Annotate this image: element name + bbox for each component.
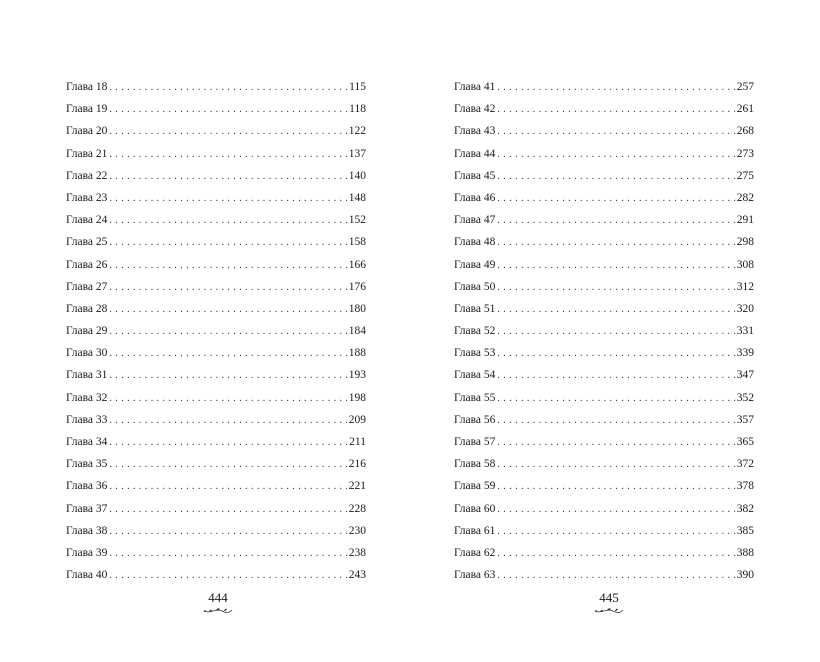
chapter-page-number: 238	[348, 546, 366, 559]
chapter-page-number: 118	[349, 103, 366, 116]
chapter-label: Глава 40	[66, 569, 108, 582]
chapter-page-number: 378	[736, 480, 754, 493]
floral-vine-icon	[202, 606, 234, 615]
dot-leader	[497, 232, 734, 254]
chapter-page-number: 347	[736, 369, 754, 382]
dot-leader	[497, 188, 734, 210]
toc-entry	[66, 364, 366, 386]
dot-leader	[109, 410, 346, 432]
chapter-page-number: 228	[348, 502, 366, 515]
page-number-footer	[188, 590, 248, 615]
chapter-label: Глава 53	[454, 347, 496, 360]
right-page	[410, 0, 820, 662]
chapter-label: Глава 49	[454, 258, 496, 271]
toc-entry	[454, 453, 754, 475]
toc-entry	[454, 342, 754, 364]
chapter-page-number: 148	[348, 191, 366, 204]
chapter-page-number: 166	[348, 258, 366, 271]
dot-leader	[109, 543, 346, 565]
chapter-label: Глава 48	[454, 236, 496, 249]
dot-leader	[109, 99, 347, 121]
dot-leader	[497, 476, 734, 498]
chapter-page-number: 388	[736, 546, 754, 559]
chapter-label: Глава 25	[66, 236, 108, 249]
dot-leader	[109, 166, 346, 188]
chapter-label: Глава 23	[66, 191, 108, 204]
chapter-label: Глава 18	[66, 81, 108, 93]
dot-leader	[497, 321, 734, 343]
toc-entry	[66, 98, 366, 120]
chapter-page-number: 216	[348, 458, 366, 471]
dot-leader	[109, 388, 346, 410]
chapter-page-number: 339	[736, 347, 754, 360]
chapter-page-number: 198	[348, 391, 366, 404]
dot-leader	[497, 299, 734, 321]
dot-leader	[497, 454, 734, 476]
chapter-page-number: 158	[348, 236, 366, 249]
toc-entry	[454, 564, 754, 586]
chapter-label: Глава 41	[454, 81, 496, 93]
dot-leader	[109, 77, 347, 99]
chapter-label: Глава 27	[66, 280, 108, 293]
chapter-label: Глава 34	[66, 436, 108, 448]
dot-leader	[497, 121, 734, 143]
toc-entry	[454, 209, 754, 231]
chapter-page-number: 115	[349, 81, 366, 93]
toc-entry	[66, 187, 366, 209]
toc-entry	[66, 298, 366, 320]
chapter-label: Глава 51	[454, 302, 496, 315]
page-number: 444	[208, 590, 228, 605]
chapter-page-number: 352	[736, 391, 754, 404]
chapter-label: Глава 32	[66, 391, 108, 404]
toc-entry	[66, 143, 366, 165]
toc-entry	[454, 387, 754, 409]
dot-leader	[497, 388, 734, 410]
chapter-label: Глава 30	[66, 347, 108, 360]
dot-leader	[109, 565, 346, 587]
chapter-page-number: 211	[349, 436, 366, 448]
toc-entry	[66, 276, 366, 298]
chapter-label: Глава 54	[454, 369, 496, 382]
chapter-label: Глава 45	[454, 169, 496, 182]
dot-leader	[109, 476, 346, 498]
toc-entry	[66, 498, 366, 520]
toc-entry	[454, 231, 754, 253]
chapter-label: Глава 36	[66, 480, 108, 493]
toc-entry	[454, 187, 754, 209]
chapter-label: Глава 35	[66, 458, 108, 471]
toc-entry	[454, 165, 754, 187]
page-number-footer	[579, 590, 639, 615]
chapter-page-number: 137	[348, 147, 366, 160]
chapter-label: Глава 50	[454, 280, 496, 293]
dot-leader	[109, 343, 346, 365]
dot-leader	[109, 521, 346, 543]
dot-leader	[109, 210, 346, 232]
toc-entry	[66, 120, 366, 142]
chapter-label: Глава 46	[454, 191, 496, 204]
chapter-label: Глава 24	[66, 214, 108, 227]
chapter-label: Глава 57	[454, 436, 496, 448]
chapter-page-number: 261	[736, 103, 754, 116]
chapter-label: Глава 37	[66, 502, 108, 515]
chapter-label: Глава 31	[66, 369, 108, 382]
toc-entry	[454, 475, 754, 497]
chapter-label: Глава 56	[454, 413, 496, 426]
dot-leader	[109, 277, 346, 299]
chapter-page-number: 382	[736, 502, 754, 515]
chapter-label: Глава 61	[454, 524, 496, 537]
chapter-label: Глава 42	[454, 103, 496, 116]
chapter-label: Глава 59	[454, 480, 496, 493]
chapter-label: Глава 55	[454, 391, 496, 404]
chapter-label: Глава 63	[454, 569, 496, 582]
chapter-label: Глава 58	[454, 458, 496, 471]
toc-entry	[66, 254, 366, 276]
chapter-label: Глава 39	[66, 546, 108, 559]
table-of-contents-left	[66, 76, 366, 586]
chapter-page-number: 298	[736, 236, 754, 249]
chapter-label: Глава 52	[454, 325, 496, 338]
floral-vine-icon	[593, 606, 625, 615]
toc-entry	[454, 98, 754, 120]
chapter-page-number: 193	[348, 369, 366, 382]
dot-leader	[497, 432, 734, 454]
toc-entry	[454, 254, 754, 276]
toc-entry	[454, 120, 754, 142]
toc-entry	[454, 498, 754, 520]
toc-entry	[66, 387, 366, 409]
chapter-label: Глава 38	[66, 524, 108, 537]
chapter-page-number: 230	[348, 524, 366, 537]
chapter-label: Глава 43	[454, 125, 496, 138]
table-of-contents-right	[454, 76, 754, 586]
chapter-page-number: 268	[736, 125, 754, 138]
chapter-page-number: 320	[736, 302, 754, 315]
toc-entry	[66, 564, 366, 586]
toc-entry	[454, 520, 754, 542]
chapter-label: Глава 62	[454, 546, 496, 559]
toc-entry	[66, 342, 366, 364]
chapter-page-number: 257	[736, 81, 754, 93]
toc-entry	[66, 76, 366, 98]
dot-leader	[497, 521, 734, 543]
chapter-label: Глава 22	[66, 169, 108, 182]
toc-entry	[454, 298, 754, 320]
chapter-label: Глава 29	[66, 325, 108, 338]
toc-entry	[66, 431, 366, 453]
chapter-page-number: 188	[348, 347, 366, 360]
chapter-page-number: 282	[736, 191, 754, 204]
chapter-label: Глава 44	[454, 147, 496, 160]
dot-leader	[497, 144, 734, 166]
toc-entry	[454, 76, 754, 98]
dot-leader	[497, 255, 734, 277]
chapter-label: Глава 47	[454, 214, 496, 227]
toc-entry	[454, 409, 754, 431]
dot-leader	[497, 565, 734, 587]
toc-entry	[66, 209, 366, 231]
dot-leader	[497, 99, 734, 121]
toc-entry	[66, 542, 366, 564]
chapter-page-number: 180	[348, 302, 366, 315]
dot-leader	[109, 365, 346, 387]
chapter-label: Глава 21	[66, 147, 108, 160]
dot-leader	[109, 121, 346, 143]
toc-entry	[454, 320, 754, 342]
dot-leader	[109, 432, 347, 454]
dot-leader	[109, 232, 346, 254]
toc-entry	[66, 453, 366, 475]
toc-entry	[66, 231, 366, 253]
toc-entry	[454, 542, 754, 564]
chapter-page-number: 357	[736, 413, 754, 426]
dot-leader	[497, 77, 734, 99]
chapter-page-number: 365	[736, 436, 754, 448]
toc-entry	[66, 409, 366, 431]
dot-leader	[109, 321, 346, 343]
dot-leader	[109, 188, 346, 210]
dot-leader	[497, 210, 734, 232]
dot-leader	[109, 255, 346, 277]
dot-leader	[497, 343, 734, 365]
chapter-page-number: 372	[736, 458, 754, 471]
chapter-page-number: 184	[348, 325, 366, 338]
chapter-label: Глава 20	[66, 125, 108, 138]
chapter-page-number: 390	[736, 569, 754, 582]
dot-leader	[109, 499, 346, 521]
chapter-label: Глава 28	[66, 302, 108, 315]
toc-entry	[454, 364, 754, 386]
chapter-label: Глава 33	[66, 413, 108, 426]
chapter-page-number: 308	[736, 258, 754, 271]
chapter-page-number: 209	[348, 413, 366, 426]
chapter-page-number: 122	[348, 125, 366, 138]
dot-leader	[497, 543, 734, 565]
toc-entry	[66, 520, 366, 542]
chapter-page-number: 385	[736, 524, 754, 537]
chapter-page-number: 152	[348, 214, 366, 227]
chapter-label: Глава 19	[66, 103, 108, 116]
chapter-page-number: 331	[736, 325, 754, 338]
dot-leader	[497, 166, 734, 188]
chapter-label: Глава 26	[66, 258, 108, 271]
dot-leader	[497, 410, 734, 432]
chapter-label: Глава 60	[454, 502, 496, 515]
dot-leader	[109, 144, 346, 166]
chapter-page-number: 312	[736, 280, 754, 293]
toc-entry	[454, 431, 754, 453]
dot-leader	[109, 299, 346, 321]
chapter-page-number: 291	[736, 214, 754, 227]
dot-leader	[497, 277, 734, 299]
toc-entry	[66, 165, 366, 187]
dot-leader	[497, 365, 734, 387]
toc-entry	[454, 143, 754, 165]
dot-leader	[497, 499, 734, 521]
chapter-page-number: 140	[348, 169, 366, 182]
chapter-page-number: 275	[736, 169, 754, 182]
chapter-page-number: 221	[348, 480, 366, 493]
chapter-page-number: 273	[736, 147, 754, 160]
dot-leader	[109, 454, 346, 476]
toc-entry	[66, 475, 366, 497]
chapter-page-number: 243	[348, 569, 366, 582]
toc-entry	[66, 320, 366, 342]
chapter-page-number: 176	[348, 280, 366, 293]
toc-entry	[454, 276, 754, 298]
page-number: 445	[599, 590, 619, 605]
